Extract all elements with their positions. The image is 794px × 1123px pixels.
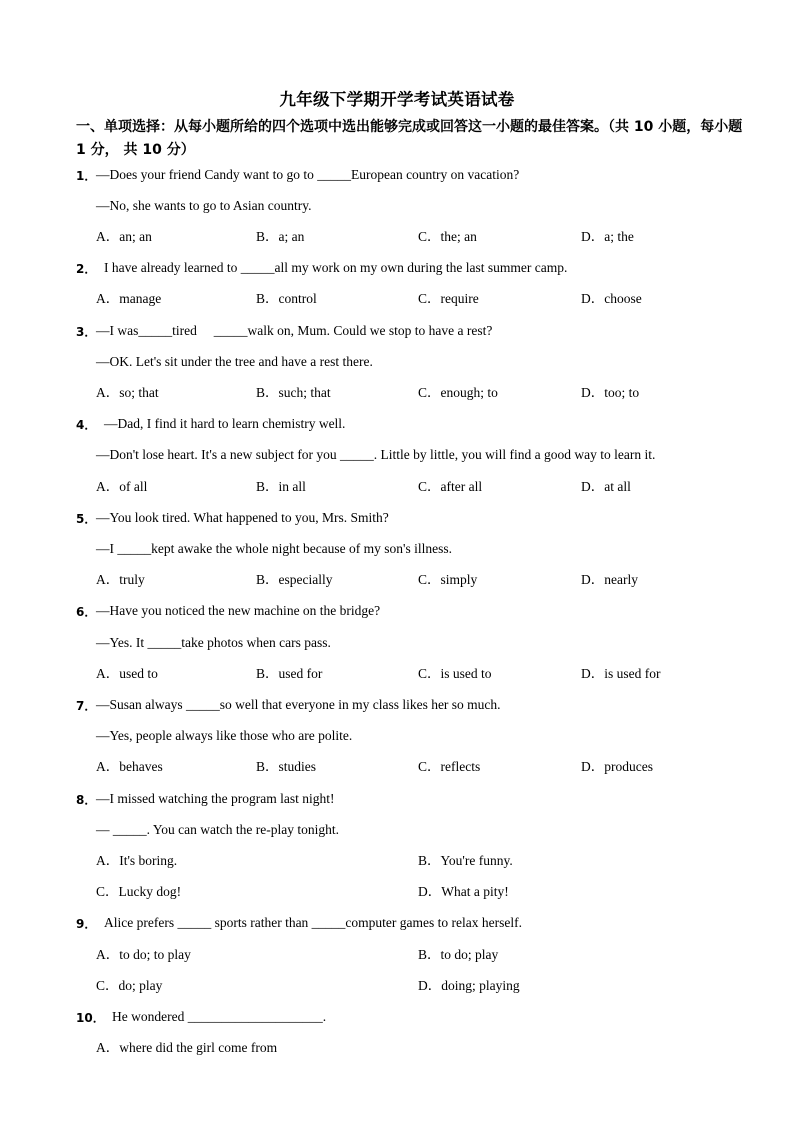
option-a: A．of all [96, 479, 148, 494]
option-a: A．truly [96, 572, 145, 587]
question-number: 3． [76, 325, 97, 339]
option-b: B．control [256, 291, 317, 306]
question-number: 10． [76, 1011, 105, 1025]
question-text: —I _____kept awake the whole night because of my son's illness. [96, 541, 452, 556]
option-b: B．a; an [256, 229, 305, 244]
question-number: 4． [76, 418, 97, 432]
option-b: B．You're funny. [418, 853, 513, 868]
option-a: A．It's boring. [96, 853, 178, 868]
question-text: —Yes. It _____take photos when cars pass. [96, 635, 331, 650]
page-title: 九年级下学期开学考试英语试卷 [279, 90, 515, 109]
question-text: —Dad, I find it hard to learn chemistry well. [104, 416, 346, 431]
option-b: B．especially [256, 572, 333, 587]
option-d: D．produces [581, 759, 653, 774]
option-d: D．a; the [581, 229, 634, 244]
option-a: A．where did the girl come from [96, 1040, 278, 1055]
question-text: —I was_____tired _____walk on, Mum. Could we stop to have a rest? [96, 323, 493, 338]
option-c: C．the; an [418, 229, 477, 244]
option-c: C．enough; to [418, 385, 498, 400]
option-d: D．is used for [581, 666, 661, 681]
question-number: 8． [76, 793, 97, 807]
question-text: I have already learned to _____all my work on my own during the last summer camp. [104, 260, 568, 275]
option-c: C．is used to [418, 666, 492, 681]
section-heading: 一、单项选择：从每小题所给的四个选项中选出能够完成或回答这一小题的最佳答案。（共 10 小题，每小题 1 分， 共 10 分） [76, 119, 743, 158]
option-c: C．reflects [418, 759, 481, 774]
question-number: 2． [76, 262, 97, 276]
question-text: —You look tired. What happened to you, Mrs. Smith? [96, 510, 389, 525]
question-number: 1． [76, 169, 97, 183]
question-text: —Susan always _____so well that everyone in my class likes her so much. [96, 697, 501, 712]
question-number: 7． [76, 699, 97, 713]
question-number: 5． [76, 512, 97, 526]
option-d: D．choose [581, 291, 642, 306]
question-text: — _____. You can watch the re-play tonight. [96, 822, 339, 837]
option-c: C．do; play [96, 978, 163, 993]
question-text: He wondered ____________________. [112, 1009, 327, 1024]
question-text: —I missed watching the program last night! [96, 791, 335, 806]
question-text: —Have you noticed the new machine on the bridge? [96, 603, 381, 618]
option-c: C．simply [418, 572, 478, 587]
option-a: A．to do; to play [96, 947, 191, 962]
option-a: A．an; an [96, 229, 152, 244]
question-number: 9． [76, 917, 97, 931]
option-b: B．in all [256, 479, 306, 494]
question-number: 6． [76, 605, 97, 619]
option-d: D．at all [581, 479, 631, 494]
option-b: B．to do; play [418, 947, 499, 962]
question-text: Alice prefers _____ sports rather than _____computer games to relax herself. [104, 915, 522, 930]
option-d: D．nearly [581, 572, 638, 587]
question-text: —No, she wants to go to Asian country. [96, 198, 312, 213]
option-c: C．Lucky dog! [96, 884, 182, 899]
question-text: —Yes, people always like those who are polite. [96, 728, 353, 743]
option-d: D．too; to [581, 385, 640, 400]
option-a: A．behaves [96, 759, 163, 774]
option-a: A．so; that [96, 385, 159, 400]
option-b: B．such; that [256, 385, 331, 400]
option-a: A．manage [96, 291, 162, 306]
option-a: A．used to [96, 666, 158, 681]
option-b: B．studies [256, 759, 317, 774]
option-d: D．What a pity! [418, 884, 509, 899]
option-c: C．after all [418, 479, 483, 494]
question-text: —Don't lose heart. It's a new subject for you _____. Little by little, you will find a good way to learn it. [96, 447, 656, 462]
option-d: D．doing; playing [418, 978, 520, 993]
question-text: —OK. Let's sit under the tree and have a rest there. [96, 354, 373, 369]
option-c: C．require [418, 291, 479, 306]
question-text: —Does your friend Candy want to go to _____European country on vacation? [96, 167, 520, 182]
option-b: B．used for [256, 666, 323, 681]
